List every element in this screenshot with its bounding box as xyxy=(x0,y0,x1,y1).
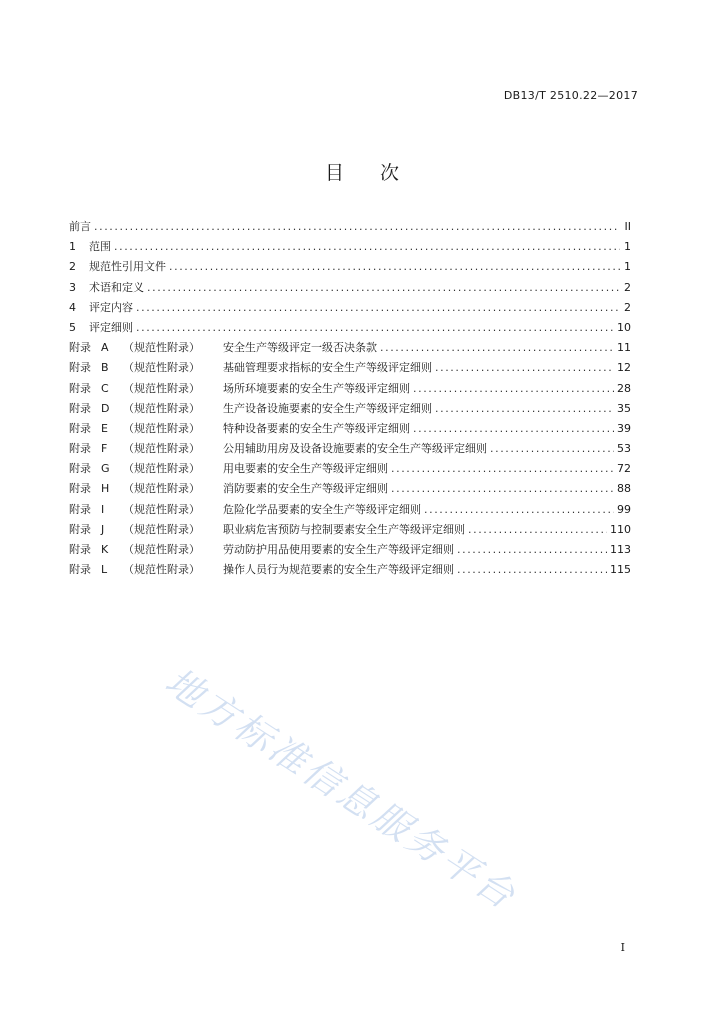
appendix-title: 特种设备要素的安全生产等级评定细则 xyxy=(223,421,410,435)
appendix-prefix: 附录 xyxy=(69,482,91,496)
toc-entry-number: 5 xyxy=(69,320,76,334)
toc-page-number: 28 xyxy=(617,381,631,395)
toc-entry-number: 2 xyxy=(69,260,76,274)
toc-appendix-g[interactable] xyxy=(69,460,631,480)
toc-entry-number: 3 xyxy=(69,280,76,294)
toc-appendix-e[interactable] xyxy=(69,420,631,440)
toc-page-number: 10 xyxy=(617,320,631,334)
appendix-title: 危险化学品要素的安全生产等级评定细则 xyxy=(223,502,421,516)
toc-leader-dots xyxy=(468,523,607,536)
appendix-type: （规范性附录） xyxy=(123,361,200,375)
appendix-letter: A xyxy=(101,341,109,355)
appendix-letter: J xyxy=(101,522,105,536)
appendix-letter: I xyxy=(101,502,105,516)
appendix-prefix: 附录 xyxy=(69,543,91,556)
toc-appendix-c[interactable] xyxy=(69,380,631,400)
table-of-contents xyxy=(69,218,631,581)
toc-page-number: 12 xyxy=(617,361,631,375)
toc-page-number: 113 xyxy=(610,543,631,556)
appendix-title: 生产设备设施要素的安全生产等级评定细则 xyxy=(223,401,432,415)
toc-page-number: 115 xyxy=(610,563,631,577)
toc-appendix-f[interactable] xyxy=(69,440,631,460)
toc-page-number: 39 xyxy=(617,421,631,435)
toc-entry-terms-definitions[interactable] xyxy=(69,279,631,299)
toc-leader-dots xyxy=(490,442,614,455)
appendix-prefix: 附录 xyxy=(69,462,91,476)
toc-entry-foreword[interactable] xyxy=(69,218,631,238)
toc-appendix-l[interactable] xyxy=(69,561,631,581)
appendix-prefix: 附录 xyxy=(69,502,91,516)
toc-page-number: 99 xyxy=(617,502,631,516)
toc-entry-label: 评定细则 xyxy=(89,320,133,334)
appendix-title: 消防要素的安全生产等级评定细则 xyxy=(223,482,388,496)
toc-appendix-a[interactable] xyxy=(69,339,631,359)
appendix-title: 操作人员行为规范要素的安全生产等级评定细则 xyxy=(223,563,454,577)
toc-entry-label: 规范性引用文件 xyxy=(89,260,166,274)
toc-leader-dots xyxy=(391,462,614,475)
toc-page-number: 1 xyxy=(624,260,631,274)
appendix-prefix: 附录 xyxy=(69,563,91,577)
appendix-type: （规范性附录） xyxy=(123,563,200,577)
toc-entry-scope[interactable] xyxy=(69,238,631,258)
toc-leader-dots xyxy=(413,422,614,435)
toc-leader-dots xyxy=(435,402,614,415)
appendix-letter: F xyxy=(101,442,108,456)
appendix-title: 基础管理要求指标的安全生产等级评定细则 xyxy=(223,361,432,375)
watermark-text: 地方标准信息服务平台 xyxy=(157,659,525,919)
appendix-type: （规范性附录） xyxy=(123,401,200,415)
appendix-prefix: 附录 xyxy=(69,522,91,536)
appendix-type: （规范性附录） xyxy=(123,543,200,556)
toc-leader-dots xyxy=(147,281,620,294)
toc-page-number: 72 xyxy=(617,462,631,476)
toc-entry-label: 评定内容 xyxy=(89,300,133,314)
toc-entry-number: 4 xyxy=(69,300,76,314)
toc-leader-dots xyxy=(457,543,607,556)
toc-appendix-d[interactable] xyxy=(69,400,631,420)
toc-page-number: II xyxy=(624,220,631,233)
toc-page-number: 110 xyxy=(610,522,631,536)
toc-leader-dots xyxy=(169,260,620,273)
appendix-letter: H xyxy=(101,482,110,496)
toc-entry-number: 1 xyxy=(69,240,76,254)
appendix-type: （规范性附录） xyxy=(123,442,200,456)
appendix-prefix: 附录 xyxy=(69,401,91,415)
toc-leader-dots xyxy=(380,341,614,354)
appendix-type: （规范性附录） xyxy=(123,341,200,355)
toc-leader-dots xyxy=(435,361,614,374)
appendix-letter: B xyxy=(101,361,109,375)
toc-entry-assessment-rules[interactable] xyxy=(69,319,631,339)
toc-page-number: 2 xyxy=(624,300,631,314)
toc-appendix-h[interactable] xyxy=(69,480,631,500)
appendix-prefix: 附录 xyxy=(69,361,91,375)
document-code: DB13/T 2510.22—2017 xyxy=(503,89,638,102)
appendix-type: （规范性附录） xyxy=(123,522,200,536)
appendix-letter: D xyxy=(101,401,110,415)
toc-leader-dots xyxy=(114,240,620,253)
toc-appendix-i[interactable] xyxy=(69,501,631,521)
appendix-type: （规范性附录） xyxy=(123,462,200,476)
appendix-type: （规范性附录） xyxy=(123,482,200,496)
appendix-letter: C xyxy=(101,381,109,395)
appendix-letter: L xyxy=(101,563,108,577)
toc-page-number: 2 xyxy=(624,280,631,294)
appendix-type: （规范性附录） xyxy=(123,421,200,435)
appendix-letter: K xyxy=(101,543,109,556)
toc-title xyxy=(0,158,724,185)
toc-leader-dots xyxy=(94,220,620,233)
appendix-prefix: 附录 xyxy=(69,421,91,435)
appendix-letter: G xyxy=(101,462,110,476)
toc-title-char-2: 次 xyxy=(380,162,400,184)
appendix-prefix: 附录 xyxy=(69,341,91,355)
appendix-prefix: 附录 xyxy=(69,381,91,395)
appendix-title: 用电要素的安全生产等级评定细则 xyxy=(223,462,388,476)
toc-entry-label: 术语和定义 xyxy=(89,280,144,294)
appendix-type: （规范性附录） xyxy=(123,502,200,516)
toc-leader-dots xyxy=(136,301,620,314)
toc-leader-dots xyxy=(413,382,614,395)
toc-leader-dots xyxy=(457,563,607,576)
toc-appendix-j[interactable] xyxy=(69,521,631,541)
toc-appendix-k[interactable] xyxy=(69,541,631,561)
appendix-title: 公用辅助用房及设备设施要素的安全生产等级评定细则 xyxy=(223,442,487,456)
appendix-title: 劳动防护用品使用要素的安全生产等级评定细则 xyxy=(223,543,454,556)
toc-page-number: 88 xyxy=(617,482,631,496)
toc-leader-dots xyxy=(424,503,614,516)
toc-appendix-b[interactable] xyxy=(69,359,631,379)
appendix-title: 职业病危害预防与控制要素安全生产等级评定细则 xyxy=(223,522,465,536)
toc-entry-normative-references[interactable] xyxy=(69,258,631,278)
toc-entry-label: 前言 xyxy=(69,220,91,233)
toc-title-char-1: 目 xyxy=(324,162,344,184)
toc-leader-dots xyxy=(391,482,614,495)
page-number-footer: I xyxy=(620,941,625,954)
toc-page-number: 1 xyxy=(624,240,631,254)
toc-page-number: 11 xyxy=(617,341,631,355)
toc-leader-dots xyxy=(136,321,614,334)
appendix-letter: E xyxy=(101,421,108,435)
appendix-prefix: 附录 xyxy=(69,442,91,456)
toc-page-number: 53 xyxy=(617,442,631,456)
appendix-type: （规范性附录） xyxy=(123,381,200,395)
appendix-title: 场所环境要素的安全生产等级评定细则 xyxy=(223,381,410,395)
toc-entry-label: 范围 xyxy=(89,240,111,254)
toc-entry-assessment-content[interactable] xyxy=(69,299,631,319)
toc-page-number: 35 xyxy=(617,401,631,415)
appendix-title: 安全生产等级评定一级否决条款 xyxy=(223,341,377,355)
